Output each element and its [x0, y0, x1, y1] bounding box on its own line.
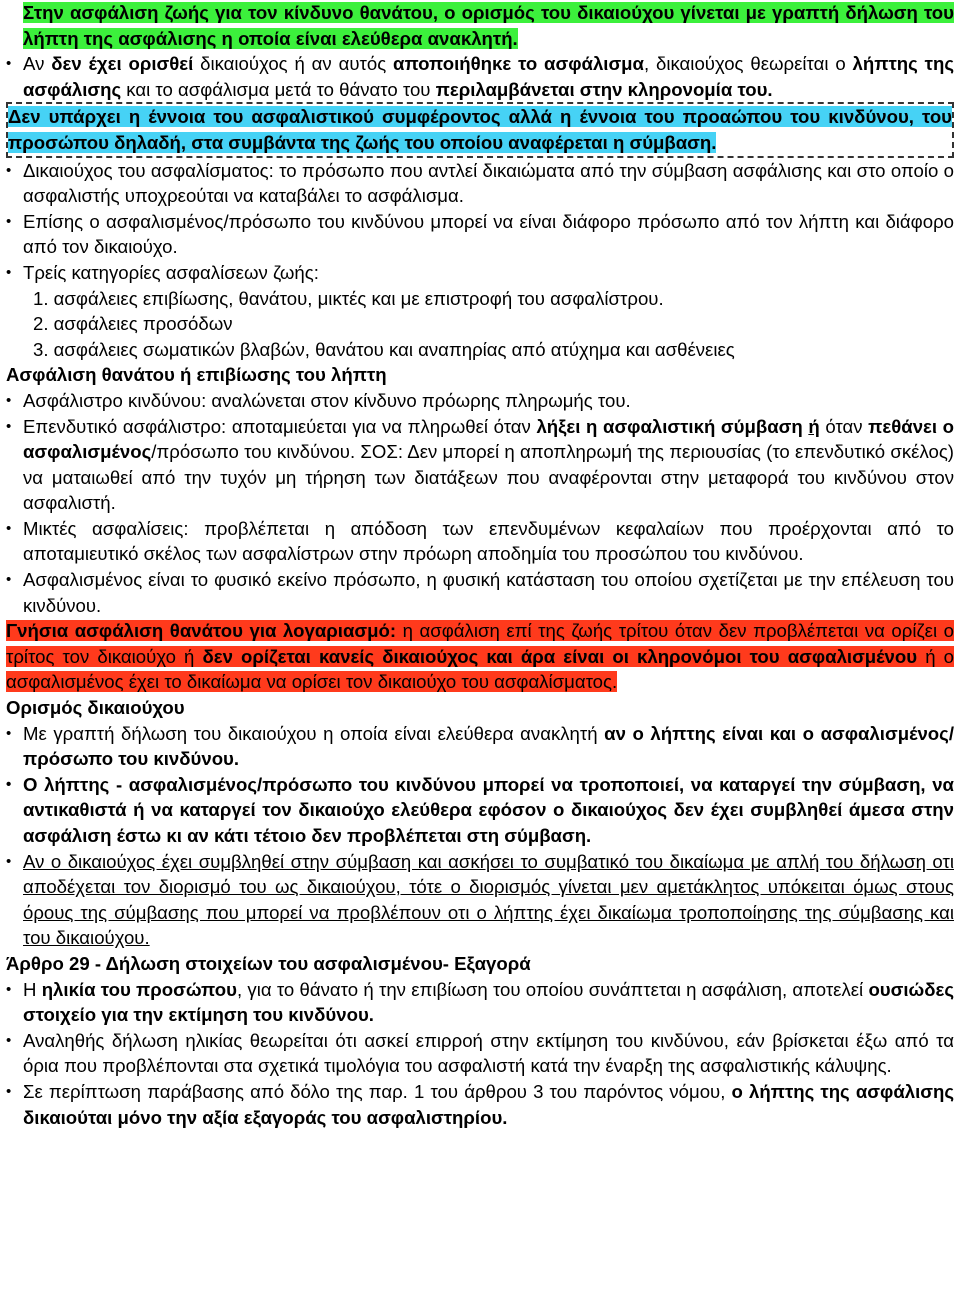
text-segment: Σε περίπτωση παράβασης από δόλο της παρ. 1 του άρθρου 3 του παρόντος νόμου, — [23, 1080, 732, 1102]
text-segment: , για το θάνατο ή την επιβίωση του οποίου συνάπτεται η ασφάλιση, αποτελεί — [236, 978, 869, 1000]
text-segment: Η — [23, 978, 42, 1000]
bullet-no-beneficiary — [6, 51, 954, 102]
bullet-mixed-insurance: • Μικτές ασφαλίσεις: προβλέπεται η απόδοση των επενδυμένων κεφαλαίων που προέρχονται από το αποταμιευτικό σκέλος των ασφαλίστρων στην πρόωρη αποδημία του προσώπου του κινδύνου. — [6, 516, 954, 567]
text-segment: Επενδυτικό ασφάλιστρο: αποταμιεύεται για να πληρωθεί όταν — [23, 415, 537, 437]
text-bold: δεν έχει ορισθεί — [51, 53, 194, 75]
text-segment: Αν — [23, 53, 52, 75]
bullet-false-age: • Αναληθής δήλωση ηλικίας θεωρείται ότι ασκεί επιρροή στην εκτίμηση του κινδύνου, εάν βρίσκεται έξω από τα όρια που προβλέπονται στα σχετικά τιμολόγια του ασφαλιστή κατά την έναρξη της ασφαλιστικής κάλυψης. — [6, 1028, 954, 1079]
bullet-investment-premium — [6, 414, 954, 516]
text-segment: Με γραπτή δήλωση του δικαιούχου η οποία είναι ελεύθερα ανακλητή — [23, 722, 605, 744]
text-segment: , δικαιούχος θεωρείται ο — [643, 53, 853, 75]
text-bold: πεθάνει ο ασφαλισμένος — [23, 415, 955, 463]
text-segment: δικαιούχος ή αν αυτός — [193, 53, 394, 75]
text-segment: /πρόσωπο του κινδύνου. ΣΟΣ: Δεν μπορεί η αποπληρωμή της περιουσίας (το επενδυτικό σκέλος) να ματαιωθεί από την τυχόν μη τήρηση των διατάξεων που αναφέρονται στην μεταφορά του κινδύνου στον ασφαλιστή. — [23, 441, 954, 514]
text-bold: λήπτης της ασφάλισης — [23, 53, 954, 100]
paragraph-genuine-death-insurance — [6, 618, 954, 695]
heading-beneficiary-definition: Ορισμός δικαιούχου — [6, 697, 185, 719]
text-segment: όταν — [819, 415, 869, 437]
text-bold: ουσιώδες στοιχείο για την εκτίμηση του κινδύνου. — [23, 978, 954, 1026]
text-bold: ο λήπτης της ασφάλισης δικαιούται μόνο την αξία εξαγοράς του ασφαλιστηρίου. — [23, 1080, 955, 1128]
text-bold: Γνήσια ασφάλιση θανάτου για λογαριασμό: — [6, 620, 397, 642]
bullet-beneficiary-contracted: • Αν ο δικαιούχος έχει συμβληθεί στην σύμβαση και ασκήσει το συμβατικό του δικαίωμα με απλή του δήλωση οτι αποδέχεται τον διορισμό του ως δικαιούχου, τότε ο διορισμός γίνεται μεν αμετάκλητος υπόκειται όμως στους όρους της σύμβασης που μπορεί να προβλέπουν οτι ο λήπτης έχει δικαίωμα τροποποίησης της σύμβασης και του δικαιούχου. — [6, 849, 954, 951]
heading-article-29: Άρθρο 29 - Δήλωση στοιχείων του ασφαλισμένου- Εξαγορά — [6, 952, 531, 974]
list-item: 3. ασφάλειες σωματικών βλαβών, θανάτου και αναπηρίας από ατύχημα και ασθένειες — [33, 338, 735, 360]
text-segment: και το ασφάλισμα μετά το θάνατο του — [121, 78, 436, 100]
paragraph-insurable-interest — [6, 102, 954, 157]
text-bold: λήξει η ασφαλιστική σύμβαση — [536, 415, 803, 437]
text-segment: ή ο ασφαλισμένος έχει το δικαίωμα να ορίσει τον δικαιούχο του ασφαλίσματος. — [6, 645, 954, 693]
bullet-risk-premium: • Ασφάλιστρο κινδύνου: αναλώνεται στον κίνδυνο πρόωρης πληρωμής του. — [6, 388, 954, 414]
bullet-age — [6, 977, 954, 1028]
bullet-beneficiary: • Δικαιούχος του ασφαλίσματος: το πρόσωπο που αντλεί δικαιώματα από την σύμβαση ασφάλισης και στο οποίο ο ασφαλιστής υποχρεούται να καταβάλει το ασφάλισμα. — [6, 158, 954, 209]
text-bold: ηλικία του προσώπου — [41, 978, 237, 1000]
bullet-insured-person: • Επίσης ο ασφαλισμένος/πρόσωπο του κινδύνου μπορεί να είναι διάφορο πρόσωπο από τον λήπτη και διάφορο από τον δικαιούχο. — [6, 209, 954, 260]
text-bold: αποποιήθηκε το ασφάλισμα — [393, 53, 644, 75]
bullet-fraud — [6, 1079, 954, 1130]
heading-death-survival: Ασφάλιση θανάτου ή επιβίωσης του λήπτη — [6, 364, 387, 386]
text-segment: η ασφάλιση επί της ζωής τρίτου όταν δεν προβλέπεται να ορίζει ο τρίτος τον δικαιούχο ή — [6, 620, 954, 667]
text-bold: περιλαμβάνεται στην κληρονομία του. — [435, 78, 773, 100]
text-bold-underline: ή — [808, 415, 820, 437]
bullet-written-declaration — [6, 721, 954, 772]
text-insurable-interest: Δεν υπάρχει η έννοια του ασφαλιστικού συμφέροντος αλλά η έννοια του προαώπου του κινδύνου, του προσώπου δηλαδή, στα συμβάντα της ζωής του οποίου αναφέρεται η σύμβαση. — [8, 106, 952, 153]
text-beneficiary-definition: Στην ασφάλιση ζωής για τον κίνδυνο θανάτου, ο ορισμός του δικαιούχου γίνεται με γραπτή δήλωση του λήπτη της ασφάλισης η οποία είναι ελεύθερα ανακλητή. — [23, 2, 954, 49]
bullet-insured-definition: • Ασφαλισμένος είναι το φυσικό εκείνο πρόσωπο, η φυσική κατάσταση του οποίου σχετίζεται με την επέλευση του κινδύνου. — [6, 567, 954, 618]
text-bold: δεν ορίζεται κανείς δικαιούχος και άρα είναι οι κληρονόμοι του ασφαλισμένου — [202, 645, 918, 667]
list-item: 1. ασφάλειες επιβίωσης, θανάτου, μικτές και με επιστροφή του ασφαλίστρου. — [33, 287, 664, 309]
list-item: 2. ασφάλειες προσόδων — [33, 313, 233, 335]
text-bold: αν ο λήπτης είναι και ο ασφαλισμένος/πρόσωπο του κινδύνου. — [23, 722, 954, 770]
bullet-policyholder-rights: • Ο λήπτης - ασφαλισμένος/πρόσωπο του κινδύνου μπορεί να τροποποιεί, να καταργεί την σύμβαση, να αντικαθιστά ή να καταργεί τον δικαιούχο ελεύθερα εφόσον ο δικαιούχος δεν έχει συμβληθεί άμεσα στην ασφάλιση έστω κι αν κάτι τέτοιο δεν προβλέπεται στη σύμβαση. — [6, 772, 954, 849]
paragraph-beneficiary-definition — [6, 0, 954, 51]
bullet-three-categories: • Τρείς κατηγορίες ασφαλίσεων ζωής: — [6, 260, 954, 286]
